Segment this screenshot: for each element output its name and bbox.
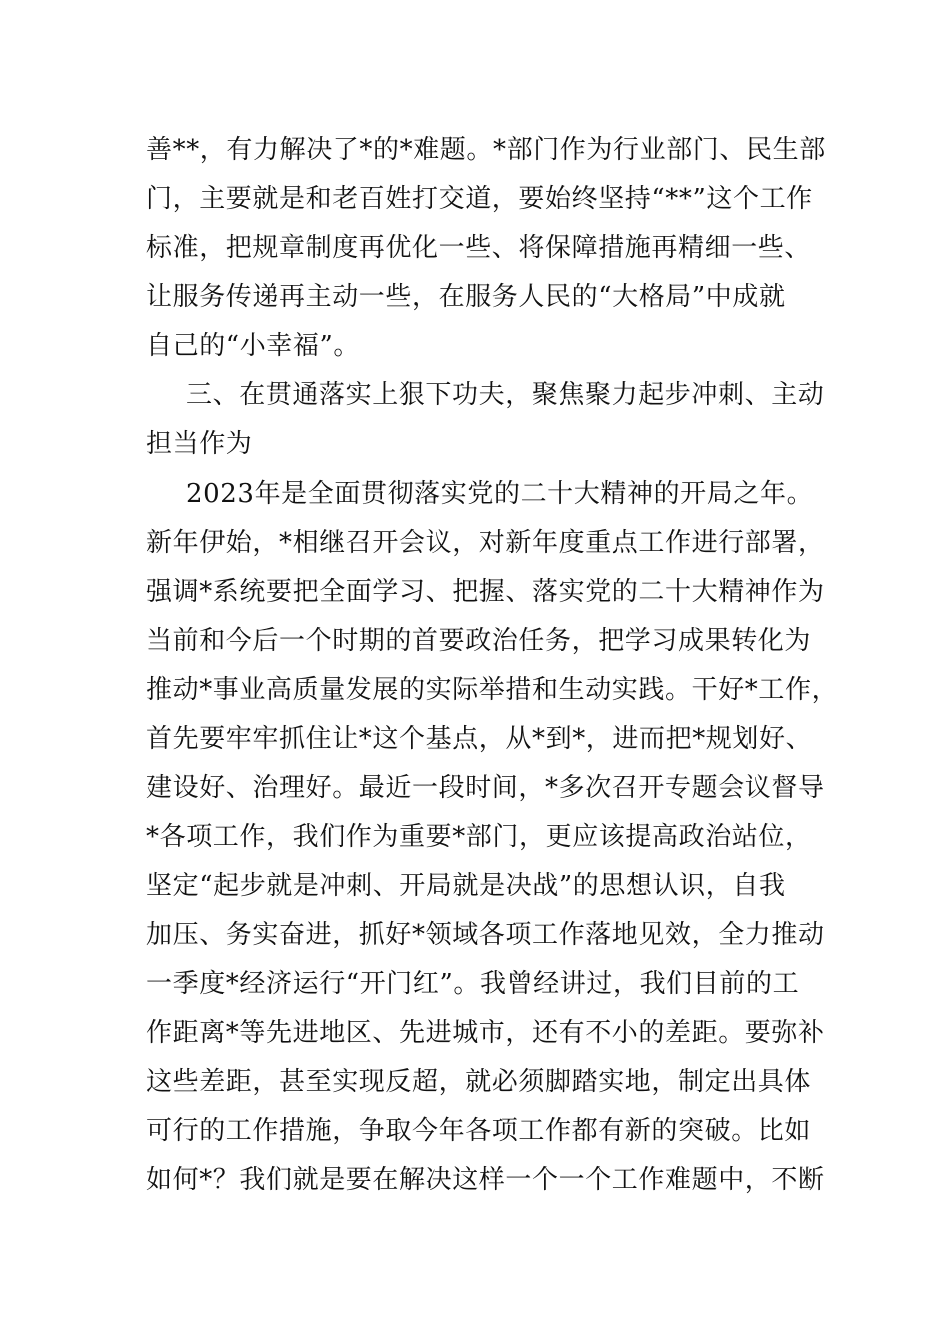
text-line: 作距离*等先进地区、先进城市，还有不小的差距。要弥补 (146, 1018, 825, 1048)
text-line: 加压、务实奋进，抓好*领域各项工作落地见效，全力推动 (146, 920, 825, 950)
text-line: 自己的“小幸福”。 (146, 331, 360, 361)
text-line: 首先要牢牢抓住让*这个基点，从*到*，进而把*规划好、 (146, 724, 813, 754)
text-line: 善**，有力解决了*的*难题。*部门作为行业部门、民生部 (146, 135, 826, 165)
section-heading: 三、在贯通落实上狠下功夫，聚焦聚力起步冲刺、主动 (186, 380, 825, 410)
text-line: *各项工作，我们作为重要*部门，更应该提高政治站位， (146, 822, 812, 852)
text-line: 如何*？我们就是要在解决这样一个一个工作难题中，不断 (146, 1165, 825, 1195)
text-line: 坚定“起步就是冲刺、开局就是决战”的思想认识，自我 (146, 871, 786, 901)
text-line: 标准，把规章制度再优化一些、将保障措施再精细一些、 (146, 233, 812, 263)
text-line: 新年伊始，*相继召开会议，对新年度重点工作进行部署， (146, 528, 825, 558)
text-line: 让服务传递再主动一些，在服务人民的“大格局”中成就 (146, 282, 786, 312)
text-line: 这些差距，甚至实现反超，就必须脚踏实地，制定出具体 (146, 1067, 812, 1097)
text-line: 建设好、治理好。最近一段时间，*多次召开专题会议督导 (146, 773, 825, 803)
text-line: 可行的工作措施，争取今年各项工作都有新的突破。比如 (146, 1116, 812, 1146)
paragraph-start: 2023年是全面贯彻落实党的二十大精神的开局之年。 (186, 479, 814, 509)
text-line: 当前和今后一个时期的首要政治任务，把学习成果转化为 (146, 626, 812, 656)
text-line: 强调*系统要把全面学习、把握、落实党的二十大精神作为 (146, 577, 825, 607)
text-line: 门，主要就是和老百姓打交道，要始终坚持“**”这个工作 (146, 184, 813, 214)
section-heading-cont: 担当作为 (146, 429, 253, 459)
text-line: 推动*事业高质量发展的实际举措和生动实践。干好*工作， (146, 675, 839, 705)
text-line: 一季度*经济运行“开门红”。我曾经讲过，我们目前的工 (146, 969, 800, 999)
